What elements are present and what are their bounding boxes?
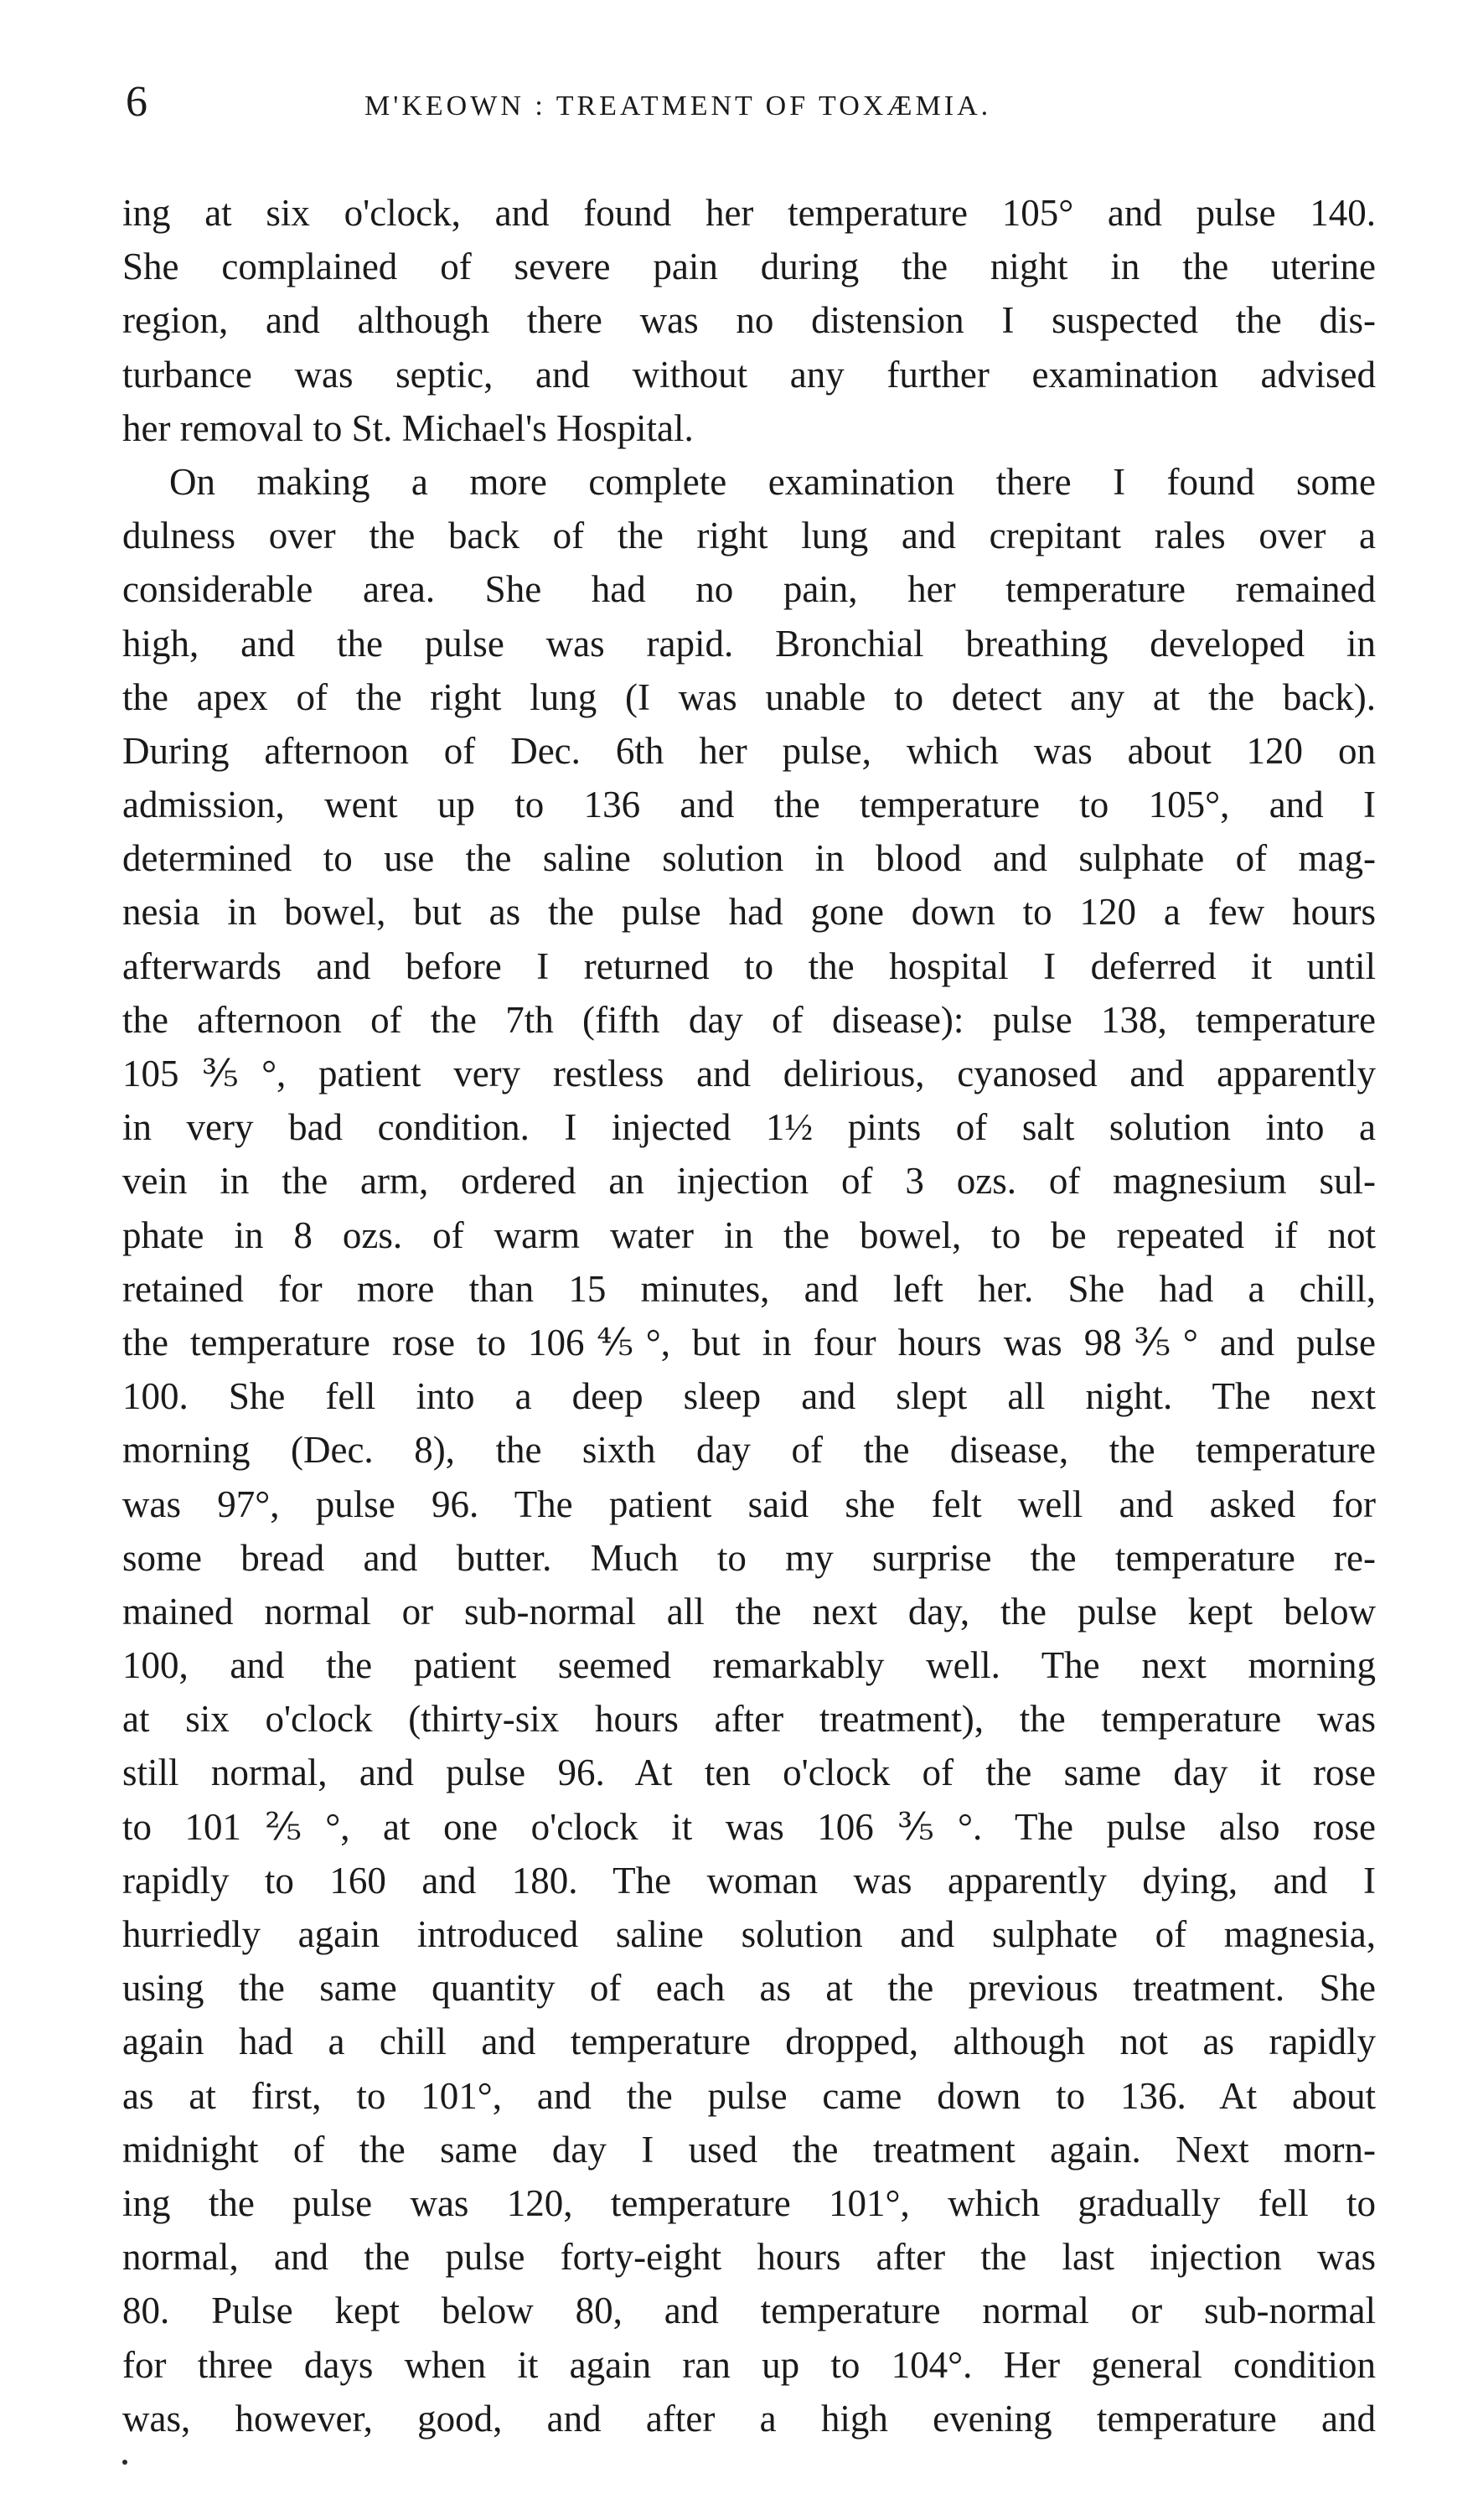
text-line: again had a chill and temperature dropped, although not as rapidly <box>122 2021 1376 2063</box>
text-line: During afternoon of Dec. 6th her pulse, which was about 120 on <box>122 729 1376 772</box>
text-line: 105⅗°, patient very restless and delirious, cyanosed and apparently <box>122 1053 1376 1094</box>
text-line: turbance was septic, and without any further examination advised <box>122 353 1376 396</box>
text-line: vein in the arm, ordered an injection of 3 ozs. of magnesium sul- <box>122 1160 1376 1203</box>
text-line: at six o'clock (thirty-six hours after treatment), the temperature was <box>122 1698 1376 1741</box>
text-line: region, and although there was no distension I suspected the dis- <box>122 299 1376 342</box>
page-header <box>126 77 1383 136</box>
text-line: admission, went up to 136 and the temperature to 105°, and I <box>122 784 1376 826</box>
text-line: ing at six o'clock, and found her temperature 105° and pulse 140. <box>122 192 1376 234</box>
text-line: in very bad condition. I injected 1½ pints of salt solution into a <box>122 1106 1376 1149</box>
text-line: On making a more complete examination there I found some <box>169 460 1376 503</box>
text-line: her removal to St. Michael's Hospital. <box>122 406 694 449</box>
running-head: M'KEOWN : TREATMENT OF TOXÆMIA. <box>364 91 992 122</box>
text-line: normal, and the pulse forty-eight hours after the last injection was <box>122 2236 1376 2279</box>
text-line: mained normal or sub-normal all the next day, the pulse kept below <box>122 1590 1376 1633</box>
text-line: determined to use the saline solution in blood and sulphate of mag- <box>122 837 1376 880</box>
text-line: was 97°, pulse 96. The patient said she felt well and asked for <box>122 1483 1376 1525</box>
page-number: 6 <box>126 78 147 126</box>
text-line: the apex of the right lung (I was unable to detect any at the back). <box>122 675 1376 718</box>
text-line: hurriedly again introduced saline solution and sulphate of magnesia, <box>122 1913 1376 1955</box>
text-line: dulness over the back of the right lung and crepitant rales over a <box>122 515 1376 557</box>
text-line: nesia in bowel, but as the pulse had gone down to 120 a few hours <box>122 891 1376 934</box>
text-line: She complained of severe pain during the night in the uterine <box>122 246 1376 288</box>
text-line: ing the pulse was 120, temperature 101°, which gradually fell to <box>122 2181 1376 2224</box>
text-line: midnight of the same day I used the treatment again. Next morn- <box>122 2128 1376 2171</box>
text-line: for three days when it again ran up to 104°. Her general condition <box>122 2343 1376 2386</box>
text-line: retained for more than 15 minutes, and left her. She had a chill, <box>122 1267 1376 1310</box>
text-line: 100, and the patient seemed remarkably well. The next morning <box>122 1644 1376 1687</box>
text-line: rapidly to 160 and 180. The woman was apparently dying, and I <box>122 1859 1376 1902</box>
text-line: as at first, to 101°, and the pulse came down to 136. At about <box>122 2074 1376 2117</box>
text-line: some bread and butter. Much to my surprise the temperature re- <box>122 1536 1376 1579</box>
body-text <box>122 186 1376 2445</box>
text-line: the temperature rose to 106⅘°, but in four hours was 98⅗° and pulse <box>122 1321 1376 1363</box>
text-line: morning (Dec. 8), the sixth day of the disease, the temperature <box>122 1429 1376 1472</box>
text-line: to 101⅖°, at one o'clock it was 106⅗°. The pulse also rose <box>122 1805 1376 1848</box>
print-speck <box>122 2460 127 2465</box>
text-line: 80. Pulse kept below 80, and temperature normal or sub-normal <box>122 2290 1376 2332</box>
text-line: the afternoon of the 7th (fifth day of disease): pulse 138, temperature <box>122 998 1376 1041</box>
text-line: using the same quantity of each as at the previous treatment. She <box>122 1967 1376 2010</box>
text-line: was, however, good, and after a high evening temperature and <box>122 2397 1376 2440</box>
text-line: 100. She fell into a deep sleep and slept all night. The next <box>122 1375 1376 1418</box>
text-line: phate in 8 ozs. of warm water in the bowel, to be repeated if not <box>122 1213 1376 1256</box>
text-line: considerable area. She had no pain, her temperature remained <box>122 568 1376 611</box>
text-line: still normal, and pulse 96. At ten o'clock of the same day it rose <box>122 1752 1376 1794</box>
text-line: high, and the pulse was rapid. Bronchial breathing developed in <box>122 622 1376 665</box>
text-line: afterwards and before I returned to the hospital I deferred it until <box>122 944 1376 987</box>
